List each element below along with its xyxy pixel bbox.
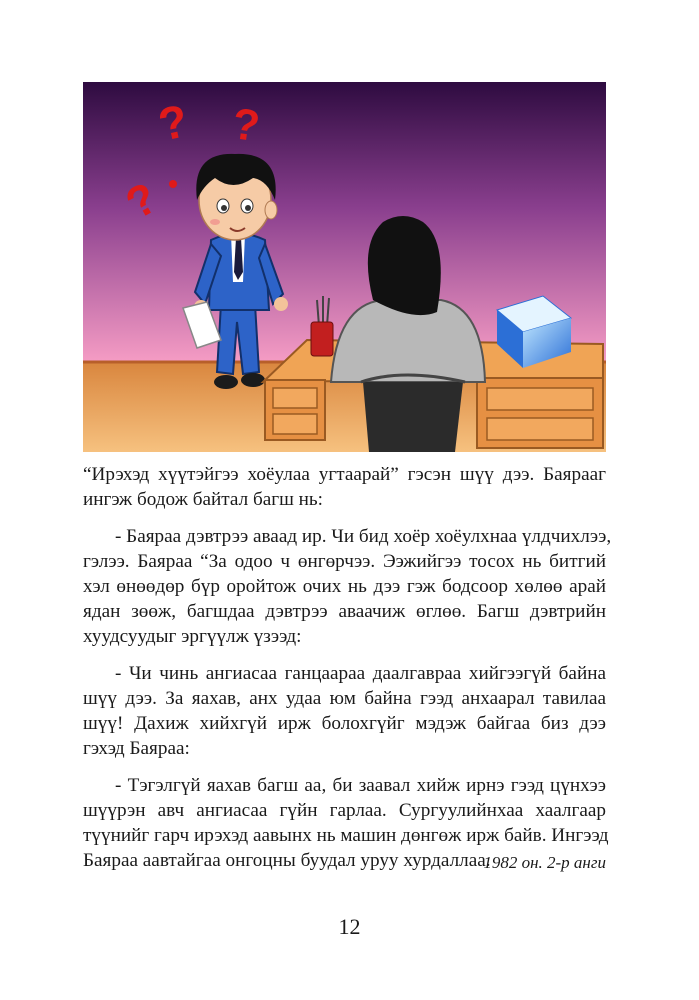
text-line: шүү! Дахиж хийхгүй ирж болохгүйг мэдэж байгаа биз дээ	[83, 713, 606, 734]
text-line: хэл өнөөдөр бүр оройтож очих нь дээ гэж бодсоор хөлөө арай	[83, 576, 606, 597]
text-line: шүүрэн авч ангиасаа гүйн гарлаа. Сургуулийнхаа хаалгаар	[83, 800, 606, 821]
text-line: шүү дээ. За яахав, анх удаа юм байна гээд анхаарал тавилаа	[83, 688, 606, 709]
paragraph	[83, 661, 606, 761]
paragraph	[83, 524, 612, 649]
text-line: хуудсуудыг эргүүлж үзээд:	[83, 626, 302, 647]
illustration-svg	[83, 82, 606, 452]
story-illustration	[83, 82, 606, 452]
text-line: гэлээ. Баяраа “За одоо ч өнгөрчээ. Ээжийгээ тосох нь битгий	[83, 551, 606, 572]
text-line: Баяраа аавтайгаа онгоцны буудал уруу хурдаллаа.	[83, 850, 491, 871]
text-line: - Чи чинь ангиасаа ганцаараа даалгавраа хийгээгүй байна	[115, 663, 606, 684]
text-line: “Ирэхэд хүүтэйгээ хоёулаа угтаарай” гэсэн шүү дээ. Баярааг	[83, 464, 606, 485]
story-text	[83, 462, 612, 885]
text-line: гэхэд Баяраа:	[83, 738, 190, 759]
svg-text:?: ?	[117, 173, 166, 229]
page-number: 12	[338, 914, 361, 939]
text-line: ядан зөөж, багшдаа дэвтрээ аваачиж өглөө. Багш дэвтрийн	[83, 601, 606, 622]
svg-text:?: ?	[153, 94, 193, 151]
text-line: - Тэгэлгүй яахав багш аа, би заавал хийж ирнэ гээд цүнхээ	[115, 775, 606, 796]
text-line: - Баяраа дэвтрээ аваад ир. Чи бид хоёр хоёулхнаа үлдчихлээ,	[115, 526, 612, 547]
text-line: ингэж бодож байтал багш нь:	[83, 489, 324, 510]
author-signature: 1982 он. 2-р анги	[483, 853, 606, 872]
text-line: түүнийг гарч ирэхэд аавынх нь машин дөнгөж ирж байв. Ингээд	[83, 825, 609, 846]
svg-text:?: ?	[229, 99, 263, 152]
paragraph	[83, 462, 606, 512]
